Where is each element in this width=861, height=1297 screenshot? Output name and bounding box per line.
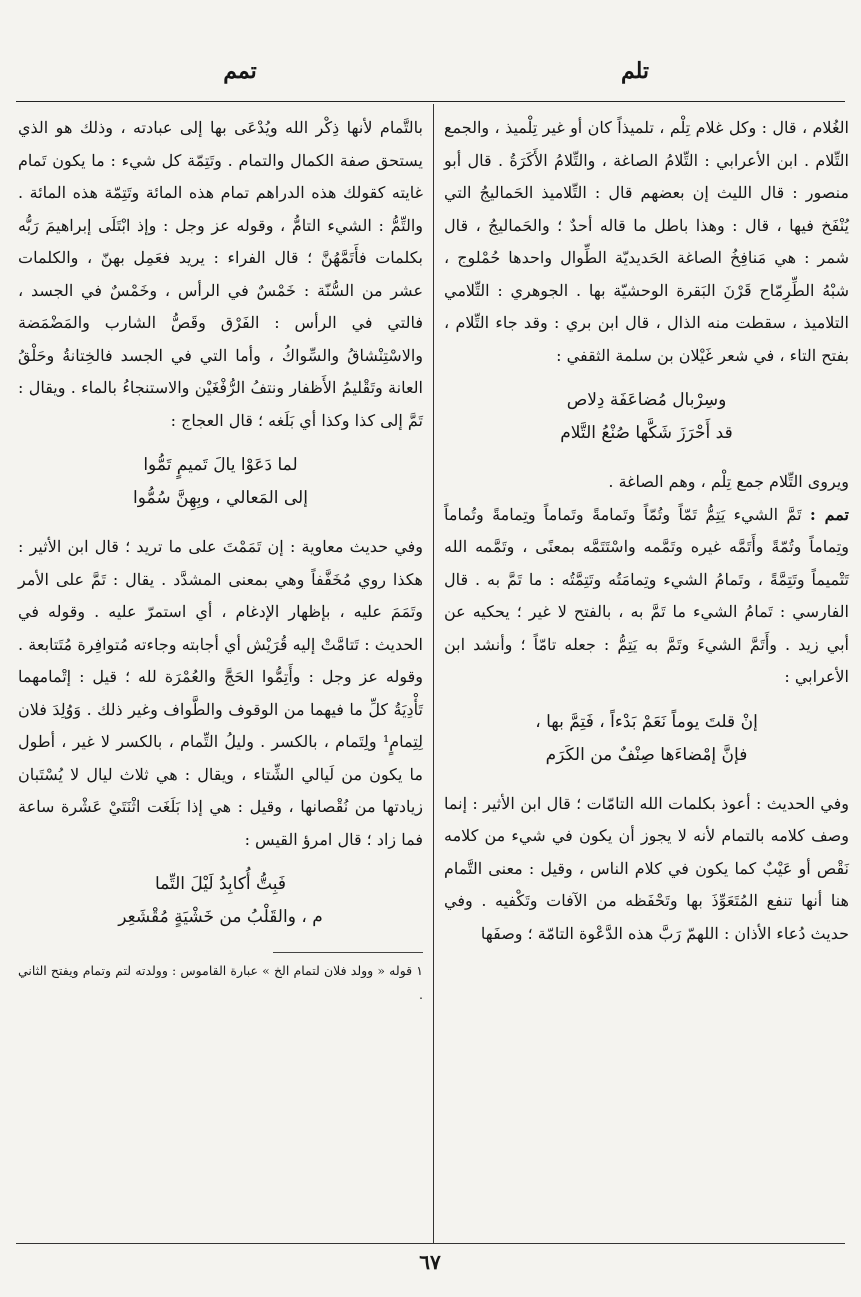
entry-head: تمم : xyxy=(809,504,850,524)
header-root-word-left: تمم xyxy=(223,58,257,84)
footnote: ١ قوله « وولد فلان لتمام الخ » عبارة القاموس : وولدته لتم وتمام ويفتح الثاني . xyxy=(18,963,423,1002)
right-paragraph-4: وفي الحديث : أعوذ بكلمات الله التامّات ؛ قال ابن الأثير : إنما وصف كلامه بالتمام لأنه لا يجوز أن يكون في شيء من كلامه نَقْص أو عَيْبٌ كما يكون في كلام الناس ، وقيل : معنى التَّمام هنا أنها تنفع المُتَعَوِّذَ بها وتَحْفَظه من الآفات وتَكْفيه . وفي حديث دُعاء الأذان : اللهمّ رَبَّ هذه الدَّعْوة التامّة ؛ وصفَها xyxy=(444,793,849,943)
verse-line: وسِرْبال مُضاعَفَة دِلاص xyxy=(566,390,727,410)
verse-line: قد أَحْرَزَ شَكَّها صُنْعُ التَّلام xyxy=(560,423,733,443)
right-verse-2 xyxy=(444,706,849,772)
column-divider xyxy=(433,104,434,1244)
verse-line: فإنَّ إمْضاءَها صِنْفٌ من الكَرَم xyxy=(545,744,748,765)
verse-line: إلى المَعالي ، وبِهِنَّ سُمُّوا xyxy=(133,488,308,508)
left-verse-2 xyxy=(18,868,423,934)
left-column xyxy=(18,112,423,1007)
header-rule xyxy=(16,101,845,102)
right-paragraph-2: ويروى التِّلام جمع تِلْم ، وهم الصاغة . xyxy=(608,472,849,491)
page-number: ٦٧ xyxy=(419,1250,441,1274)
left-verse-1 xyxy=(18,449,423,515)
verse-line: فَبِتُّ أُكابِدُ لَيْلَ التِّما xyxy=(154,874,287,894)
left-paragraph-2: وفي حديث معاوية : إن تَمَمْتَ على ما تريد ؛ قال ابن الأثير : هكذا روي مُخَفَّفاً وهي بمعنى المشدَّد . يقال : تَمَّ على الأمر وتَمَمَ عليه ، بإظهار الإدغام ، أي استمرّ عليه . وقوله في الحديث : تَتامَّتْ إليه قُرَيْش أي أجابته وجاءته مُتوافِرة مُتَتابعة . وقوله عز وجل : وأَتِمُّوا الحَجَّ والعُمْرَة لله ؛ قيل : إتْمامهما تَأْدِيَةُ كلِّ ما فيهما من الوقوف والطَّواف وغير ذلك . وَوُلِدَ فلان لِتِمامٍ¹ ولِتَمام ، بالكسر . وليلُ التِّمام ، بالكسر لا غير ، أطول ما يكون من لَيالي الشِّتاء ، ويقال : هي ثلاث ليال لا يُسْتَبان زيادتها من نُقْصانها ، وقيل : هي إذا بَلَغَت اثْنَتَيْ عَشْرة ساعة فما زاد ؛ قال امرؤ القيس : xyxy=(18,537,423,849)
right-paragraph-3: تَمَّ الشيء يَتِمُّ تَمّاً وتُمّاً وتَمامةً وتَماماً وتِمامةً وتُماماً وتِماماً وتُمّةً وأَتَمَّه غيره وتَمَّمه واسْتَتَمَّه بمعنًى ، وتَمَّمه الله تَتْميماً وتَتِمَّةً ، وتَمامُ الشيء وتِمامَتُه وتَتِمَّتُه : ما تَمَّ به . قال الفارسي : تَمامُ الشيء ما تَمَّ به ، بالفتح لا غير ؛ يحكيه عن أبي زيد . وأَتَمَّ الشيءَ وتَمَّ به يَتِمُّ : جعله تامّاً ؛ وأنشد ابن الأعرابي : xyxy=(444,504,849,686)
right-verse-1 xyxy=(444,384,849,450)
footnote-rule xyxy=(273,952,423,953)
footer-rule xyxy=(16,1243,845,1244)
verse-line: لما دَعَوْا يالَ تَميمٍ تَمُّوا xyxy=(143,455,298,475)
verse-line: إنْ قلتَ يوماً نَعَمْ بَدْءاً ، فَتِمَّ بها ، xyxy=(535,711,758,732)
entry-tamam xyxy=(444,499,849,694)
header-root-word-right: تلم xyxy=(620,58,650,84)
verse-line: م ، والقَلْبُ من خَشْيَةٍ مُقْشَعِر xyxy=(118,907,323,927)
left-paragraph-1: بالتَّمام لأنها ذِكْر الله ويُدْعَى بها إلى عبادته ، وذلك هو الذي يستحق صفة الكمال والتمام . وتَتِمّة كل شيء : ما يكون تَمام غايته كقولك هذه الدراهم تمام هذه المائة وتَتِمّة هذه المائة . والتِّمُّ : الشيء التامُّ ، وقوله عز وجل : وإذ ابْتَلَى إبراهيمَ رَبُّه بكلمات فأَتَمَّهُنَّ ؛ قال الفراء : يريد فعَمِل بهنّ ، والكلمات عشر من السُّنّة : خَمْسٌ في الرأس ، وخَمْسٌ في الجسد ، فالتي في الرأس : الفَرْق وقَصُّ الشارب والمَضْمَضة والاسْتِنْشاقُ والسِّواكُ ، وأما التي في الجسد فالخِتانةُ وحَلْقُ العانة وتَقْليمُ الأَظفار ونتفُ الرُّفْغَيْن والاستنجاءُ بالماء . ويقال : تَمَّ إلى كذا وكذا أي بَلَغه ؛ قال العجاج : xyxy=(18,118,423,430)
right-column xyxy=(444,112,849,950)
right-paragraph-1: الغُلام ، قال : وكل غلام تِلْم ، تلميذاً كان أو غير تِلْميذ ، والجمع التِّلام . ابن الأعرابي : التِّلامُ الصاغة ، والتِّلامُ الأَكَرَةُ . قال أبو منصور : قال الليث إن بعضهم قال : التِّلاميذ الحَماليجُ التي يُنْفَخ فيها ، قال : وهذا باطل ما قاله أحدٌ ؛ والحَماليجُ ، قال شمر : هي مَنافِخُ الصاغة الحَديديّة الطِّوال واحدها حُمْلوج ، شبْهُ الطِّرِمّاح قَرْنَ البَقرة الوحشيّة بها . الجوهري : التِّلامي التلاميذ ، سقطت منه الذال ، قال ابن بري : وقد جاء التِّلام ، بفتح التاء ، في شعر غَيْلان بن سلمة الثقفي : xyxy=(444,118,849,365)
